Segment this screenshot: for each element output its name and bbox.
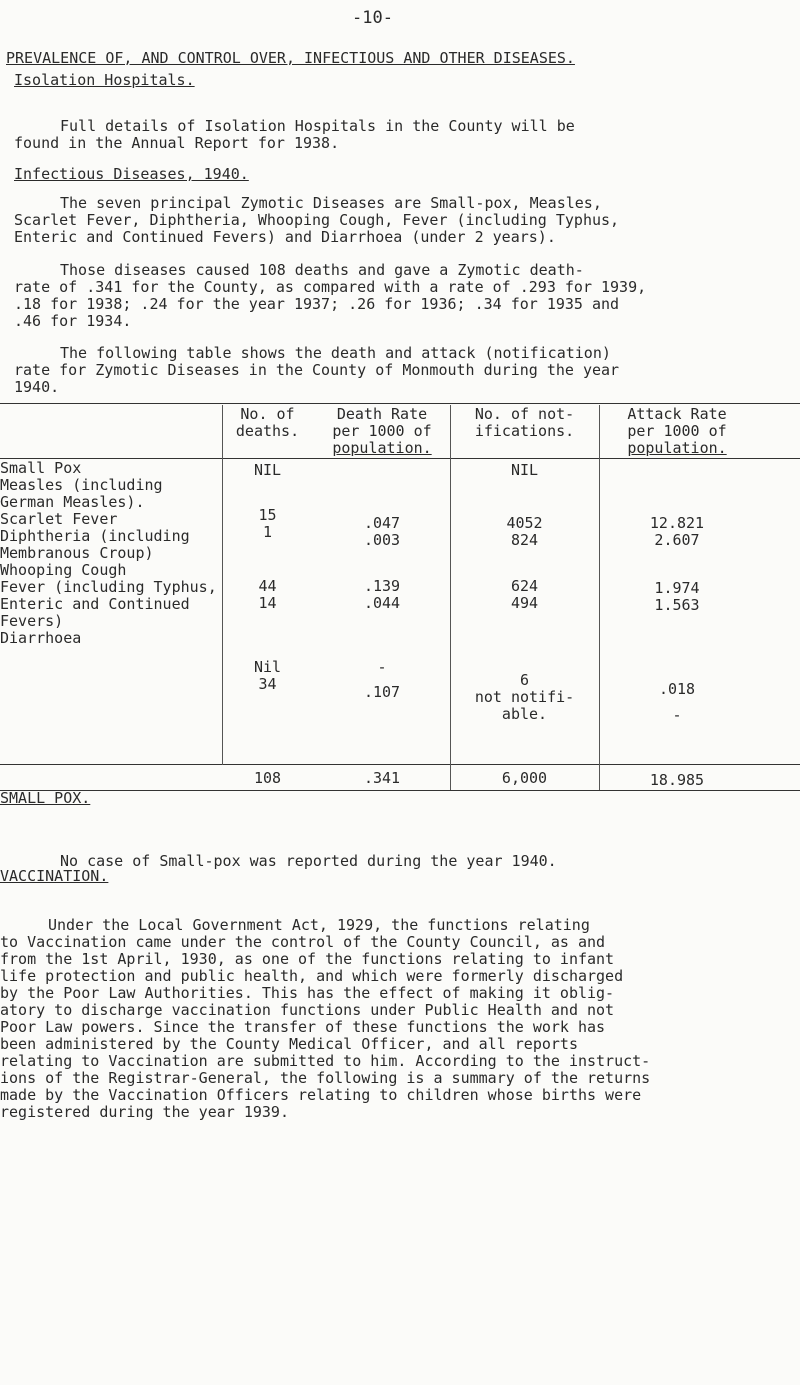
para2-line-3: .18 for 1938; .24 for the year 1937; .26 for 1936; .34 for 1935 and xyxy=(14,295,620,313)
vaccination-line-4: life protection and public health, and which were formerly discharged xyxy=(0,967,624,985)
section-title-isolation: Isolation Hospitals. xyxy=(14,71,195,89)
cell-attack-rate: 1.974 xyxy=(654,579,700,597)
disease-line-3: German Measles). xyxy=(0,493,145,511)
section-title-vaccination: VACCINATION. xyxy=(0,867,109,885)
table-col-divider-1 xyxy=(222,405,223,765)
vaccination-line-9: relating to Vaccination are submitted to him. According to the instruct- xyxy=(0,1052,651,1070)
disease-line-8: Fever (including Typhus, xyxy=(0,578,217,596)
vaccination-line-7: Poor Law powers. Since the transfer of these functions the work has xyxy=(0,1018,606,1036)
cell-deaths: 44 xyxy=(258,577,277,595)
table-rule-body-end xyxy=(0,764,800,765)
section-title-infectious: Infectious Diseases, 1940. xyxy=(14,165,249,183)
cell-notifications-cont: able. xyxy=(501,705,548,723)
cell-attack-rate: 1.563 xyxy=(654,596,700,614)
disease-line-6: Membranous Croup) xyxy=(0,544,154,562)
cell-notifications: 824 xyxy=(510,531,539,549)
para3-line-2: rate for Zymotic Diseases in the County of Monmouth during the year xyxy=(14,361,620,379)
table-rule-totals xyxy=(0,790,800,791)
table-col-divider-3 xyxy=(599,405,600,790)
header-deaths-1: No. of xyxy=(240,405,295,423)
cell-death-rate: .044 xyxy=(363,594,401,612)
header-death-rate-3: population. xyxy=(332,439,432,457)
total-attack-rate: 18.985 xyxy=(649,771,705,789)
total-deaths: 108 xyxy=(253,769,282,787)
vaccination-line-6: atory to discharge vaccination functions under Public Health and not xyxy=(0,1001,615,1019)
section-title-small-pox: SMALL POX. xyxy=(0,789,91,807)
para2-line-1: Those diseases caused 108 deaths and gave a Zymotic death- xyxy=(60,261,584,279)
cell-notifications: not notifi- xyxy=(474,688,575,706)
cell-deaths: 15 xyxy=(258,506,277,524)
para3-line-3: 1940. xyxy=(14,378,60,396)
para2-line-2: rate of .341 for the County, as compared with a rate of .293 for 1939, xyxy=(14,278,647,296)
total-notifications: 6,000 xyxy=(501,769,548,787)
header-attack-rate-1: Attack Rate xyxy=(627,405,727,423)
disease-line-5: Diphtheria (including xyxy=(0,527,190,545)
cell-death-rate: .003 xyxy=(363,531,401,549)
para1-line-3: Enteric and Continued Fevers) and Diarrhoea (under 2 years). xyxy=(14,228,556,246)
table-col-divider-2 xyxy=(450,405,451,790)
cell-notifications: 4052 xyxy=(506,514,543,532)
header-death-rate-2: per 1000 of xyxy=(332,422,432,440)
cell-deaths: 14 xyxy=(258,594,277,612)
isolation-line-2: found in the Annual Report for 1938. xyxy=(14,134,340,152)
disease-line-1: Small Pox xyxy=(0,459,82,477)
cell-deaths: Nil xyxy=(253,658,282,676)
cell-death-rate: - xyxy=(377,658,387,676)
para1-line-2: Scarlet Fever, Diphtheria, Whooping Cough, Fever (including Typhus, xyxy=(14,211,620,229)
cell-death-rate: .107 xyxy=(363,683,401,701)
cell-deaths: 34 xyxy=(258,675,277,693)
vaccination-line-10: ions of the Registrar-General, the following is a summary of the returns xyxy=(0,1069,651,1087)
cell-notifications: 494 xyxy=(510,594,539,612)
cell-deaths: NIL xyxy=(253,461,282,479)
header-deaths-2: deaths. xyxy=(235,422,300,440)
vaccination-line-5: by the Poor Law Authorities. This has the effect of making it oblig- xyxy=(0,984,615,1002)
disease-line-10: Fevers) xyxy=(0,612,64,630)
header-notifications-2: ifications. xyxy=(474,422,575,440)
disease-line-11: Diarrhoea xyxy=(0,629,82,647)
cell-notifications: 624 xyxy=(510,577,539,595)
header-death-rate-1: Death Rate xyxy=(336,405,428,423)
para2-line-4: .46 for 1934. xyxy=(14,312,132,330)
disease-line-4: Scarlet Fever xyxy=(0,510,118,528)
header-attack-rate-3: population. xyxy=(627,439,727,457)
vaccination-line-3: from the 1st April, 1930, as one of the functions relating to infant xyxy=(0,950,615,968)
cell-attack-rate: - xyxy=(672,706,682,724)
page-number: -10- xyxy=(352,8,393,28)
cell-death-rate: .047 xyxy=(363,514,401,532)
para3-line-1: The following table shows the death and attack (notification) xyxy=(60,344,611,362)
vaccination-line-12: registered during the year 1939. xyxy=(0,1103,289,1121)
header-notifications-1: No. of not- xyxy=(474,405,575,423)
cell-attack-rate: 2.607 xyxy=(654,531,700,549)
isolation-line-1: Full details of Isolation Hospitals in the County will be xyxy=(60,117,575,135)
para1-line-1: The seven principal Zymotic Diseases are Small-pox, Measles, xyxy=(60,194,602,212)
cell-notifications: NIL xyxy=(510,461,539,479)
page-heading: PREVALENCE OF, AND CONTROL OVER, INFECTIOUS AND OTHER DISEASES. xyxy=(6,49,575,67)
cell-death-rate: .139 xyxy=(363,577,401,595)
small-pox-text: No case of Small-pox was reported during the year 1940. xyxy=(60,852,557,870)
vaccination-line-2: to Vaccination came under the control of the County Council, as and xyxy=(0,933,606,951)
vaccination-line-11: made by the Vaccination Officers relating to children whose births were xyxy=(0,1086,642,1104)
table-rule-top xyxy=(0,403,800,404)
vaccination-line-1: Under the Local Government Act, 1929, the functions relating xyxy=(48,916,590,934)
cell-attack-rate: .018 xyxy=(658,680,696,698)
cell-notifications: 6 xyxy=(519,671,530,689)
vaccination-line-8: been administered by the County Medical Officer, and all reports xyxy=(0,1035,578,1053)
table-rule-header xyxy=(0,458,800,459)
disease-line-9: Enteric and Continued xyxy=(0,595,190,613)
disease-line-7: Whooping Cough xyxy=(0,561,127,579)
total-death-rate: .341 xyxy=(363,769,401,787)
cell-attack-rate: 12.821 xyxy=(649,514,705,532)
disease-line-2: Measles (including xyxy=(0,476,163,494)
cell-deaths: 1 xyxy=(262,523,273,541)
header-attack-rate-2: per 1000 of xyxy=(627,422,727,440)
